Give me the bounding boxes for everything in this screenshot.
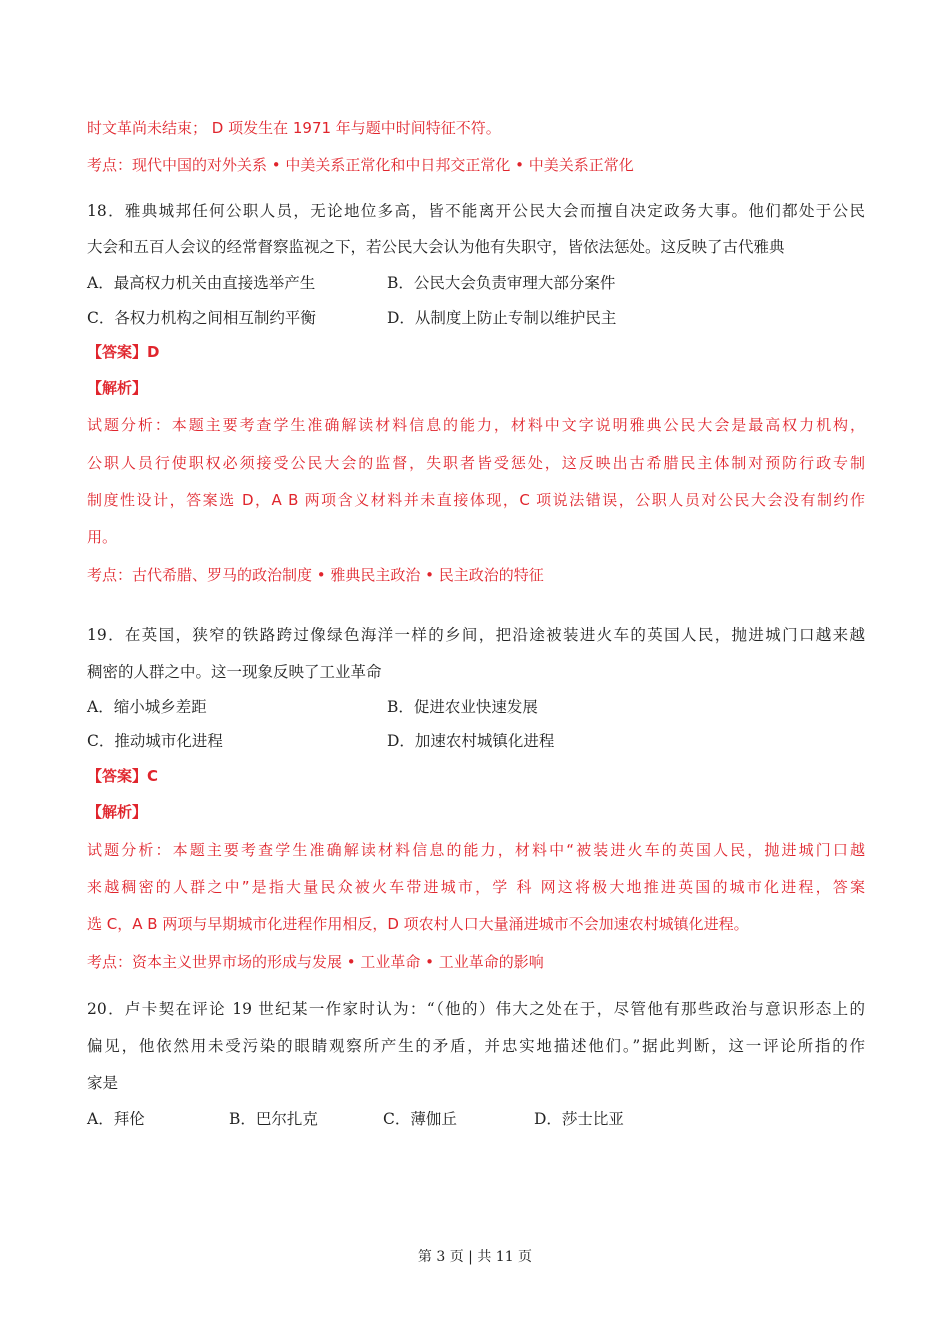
q20-stem-2: 偏见，他依然用未受污染的眼睛观察所产生的矛盾，并忠实地描述他们。”据此判断，这一评论所指的作 [87,1037,865,1055]
page-footer: 第 3 页 | 共 11 页 [417,1249,533,1265]
q19-option-b: B．促进农业快速发展 [387,698,538,716]
q19-point: 考点：资本主义世界市场的形成与发展 • 工业革命 • 工业革命的影响 [87,953,544,971]
q18-stem-1: 18．雅典城邦任何公职人员，无论地位多高，皆不能离开公民大会而擅自决定政务大事。他们都处于公民 [87,202,865,220]
q18-answer: 【答案】D [87,343,160,361]
q18-option-d: D．从制度上防止专制以维护民主 [387,309,617,327]
q18-option-c: C．各权力机构之间相互制约平衡 [87,309,316,327]
q19-option-c: C．推动城市化进程 [87,732,223,750]
prev-point: 考点：现代中国的对外关系 • 中美关系正常化和中日邦交正常化 • 中美关系正常化 [87,156,634,174]
q20-option-d: D．莎士比亚 [534,1110,624,1128]
q19-answer: 【答案】C [87,767,159,785]
q20-stem-1: 20．卢卡契在评论 19 世纪某一作家时认为：“（他的）伟大之处在于，尽管他有那些政治与意识形态上的 [87,1000,865,1018]
q18-analysis-2: 公职人员行使职权必须接受公民大会的监督，失职者皆受惩处，这反映出古希腊民主体制对预防行政专制 [87,454,865,472]
q19-stem-1: 19．在英国，狭窄的铁路跨过像绿色海洋一样的乡间，把沿途被装进火车的英国人民，抛进城门口越来越 [87,626,865,644]
q18-option-a: A．最高权力机关由直接选举产生 [87,274,316,292]
q18-analysis-3: 制度性设计，答案选 D，A B 两项含义材料并未直接体现，C 项说法错误，公职人员对公民大会没有制约作 [87,491,865,509]
q20-option-a: A．拜伦 [87,1110,145,1128]
prev-analysis-tail: 时文革尚未结束； D 项发生在 1971 年与题中时间特征不符。 [87,119,501,137]
q20-stem-3: 家是 [87,1074,119,1092]
q20-option-c: C．薄伽丘 [383,1110,457,1128]
q19-analysis-1: 试题分析：本题主要考查学生准确解读材料信息的能力，材料中“被装进火车的英国人民，抛进城门口越 [87,841,865,859]
q18-option-b: B．公民大会负责审理大部分案件 [387,274,616,292]
q18-analysis-4: 用。 [87,528,118,546]
q18-point: 考点：古代希腊、罗马的政治制度 • 雅典民主政治 • 民主政治的特征 [87,566,544,584]
q18-analysis-label: 【解析】 [87,379,148,397]
q18-stem-2: 大会和五百人会议的经常督察监视之下，若公民大会认为他有失职守，皆依法惩处。这反映了古代雅典 [87,238,785,256]
q20-option-b: B．巴尔扎克 [229,1110,318,1128]
q19-analysis-label: 【解析】 [87,803,148,821]
q19-option-a: A．缩小城乡差距 [87,698,207,716]
q19-analysis-3: 选 C，A B 两项与早期城市化进程作用相反，D 项农村人口大量涌进城市不会加速农村城镇化进程。 [87,915,749,933]
q19-option-d: D．加速农村城镇化进程 [387,732,555,750]
q18-analysis-1: 试题分析：本题主要考查学生准确解读材料信息的能力，材料中文字说明雅典公民大会是最高权力机构， [87,416,865,434]
q19-analysis-2: 来越稠密的人群之中”是指大量民众被火车带进城市，学 科 网这将极大地推进英国的城市化进程，答案 [87,878,865,896]
q19-stem-2: 稠密的人群之中。这一现象反映了工业革命 [87,663,382,681]
